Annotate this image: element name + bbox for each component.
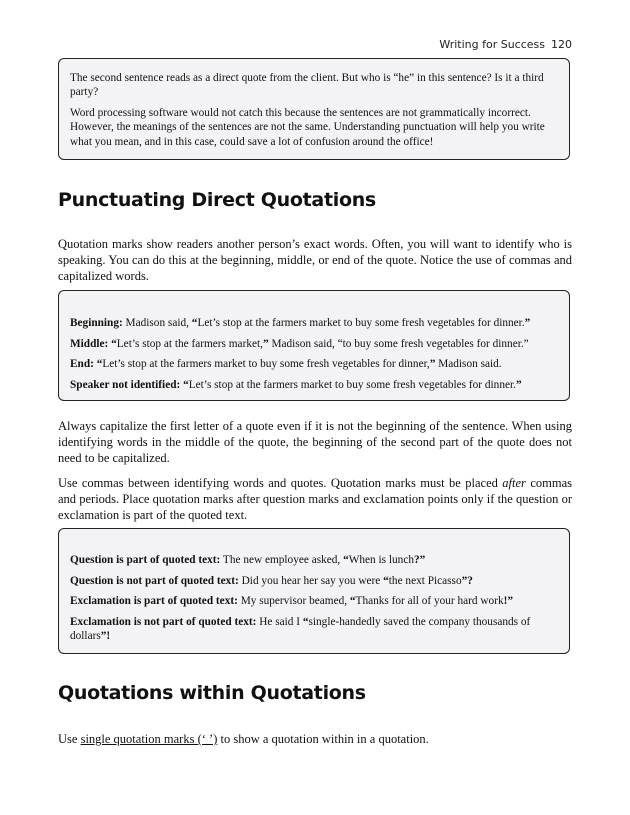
examples-box-speaker <box>58 290 570 401</box>
example-middle: Middle: “Let’s stop at the farmers market,” Madison said, “to buy some fresh vegetables for dinner.” <box>70 337 529 350</box>
example-label: Question is part of quoted text: <box>70 554 221 566</box>
example-label: Exclamation is not part of quoted text: <box>70 615 257 628</box>
example-end: End: “Let’s stop at the farmers market to buy some fresh vegetables for dinner,” Madison said. <box>70 358 502 370</box>
commas-paragraph: Use commas between identifying words and quotes. Quotation marks must be placed after commas and periods. Place quotation marks after question marks and exclamation points only if the question or exclamation is part of the quoted text. <box>58 476 572 522</box>
example-label: Speaker not identified: <box>70 378 181 391</box>
examples-box-punctuation <box>58 528 570 654</box>
page-number: 120 <box>551 38 572 51</box>
example-exclamation-part: Exclamation is part of quoted text: My supervisor beamed, “Thanks for all of your hard work!” <box>70 595 514 607</box>
emphasis-after: after <box>502 476 526 490</box>
example-question-not-part: Question is not part of quoted text: Did you hear her say you were “the next Picasso”? <box>70 574 473 587</box>
example-label: Exclamation is part of quoted text: <box>70 595 238 607</box>
note-paragraph-2: Word processing software would not catch this because the sentences are not grammatically incorrect. However, the meanings of the sentences are not the same. Understanding punctuation will help you write what you mean, and in this case, could save a lot of confusion around the office! <box>70 106 545 148</box>
running-title: Writing for Success <box>439 38 545 51</box>
section-heading-quotations-within: Quotations within Quotations <box>58 682 366 704</box>
note-box <box>58 58 570 160</box>
section-heading-punctuating: Punctuating Direct Quotations <box>58 189 376 211</box>
example-label: End: <box>70 358 94 370</box>
note-paragraph-1: The second sentence reads as a direct quote from the client. But who is “he” in this sentence? Is it a third party? <box>70 72 544 99</box>
running-header <box>439 38 572 51</box>
example-question-part: Question is part of quoted text: The new employee asked, “When is lunch?” <box>70 554 426 566</box>
capitalize-paragraph: Always capitalize the first letter of a quote even if it is not the beginning of the sentence. When using identifying words in the middle of the quote, the beginning of the second part of the quote does not need to be capitalized. <box>58 419 572 465</box>
example-beginning: Beginning: Madison said, “Let’s stop at the farmers market to buy some fresh vegetables for dinner.” <box>70 317 531 329</box>
example-label: Middle: <box>70 337 109 350</box>
example-label: Beginning: <box>70 317 123 329</box>
example-exclamation-not-part: Exclamation is not part of quoted text: He said I “single-handedly saved the company thousands of dollars”! <box>70 615 531 642</box>
example-label: Question is not part of quoted text: <box>70 574 239 587</box>
example-speaker-not-identified: Speaker not identified: “Let’s stop at the farmers market to buy some fresh vegetables for dinner.” <box>70 378 522 391</box>
intro-paragraph: Quotation marks show readers another person’s exact words. Often, you will want to identify who is speaking. You can do this at the beginning, middle, or end of the quote. Notice the use of commas and capitalized words. <box>58 237 572 283</box>
single-quotation-marks-link[interactable]: single quotation marks (‘ ’) <box>80 732 218 746</box>
single-quotes-paragraph: Use single quotation marks (‘ ’) to show a quotation within in a quotation. <box>58 732 429 746</box>
